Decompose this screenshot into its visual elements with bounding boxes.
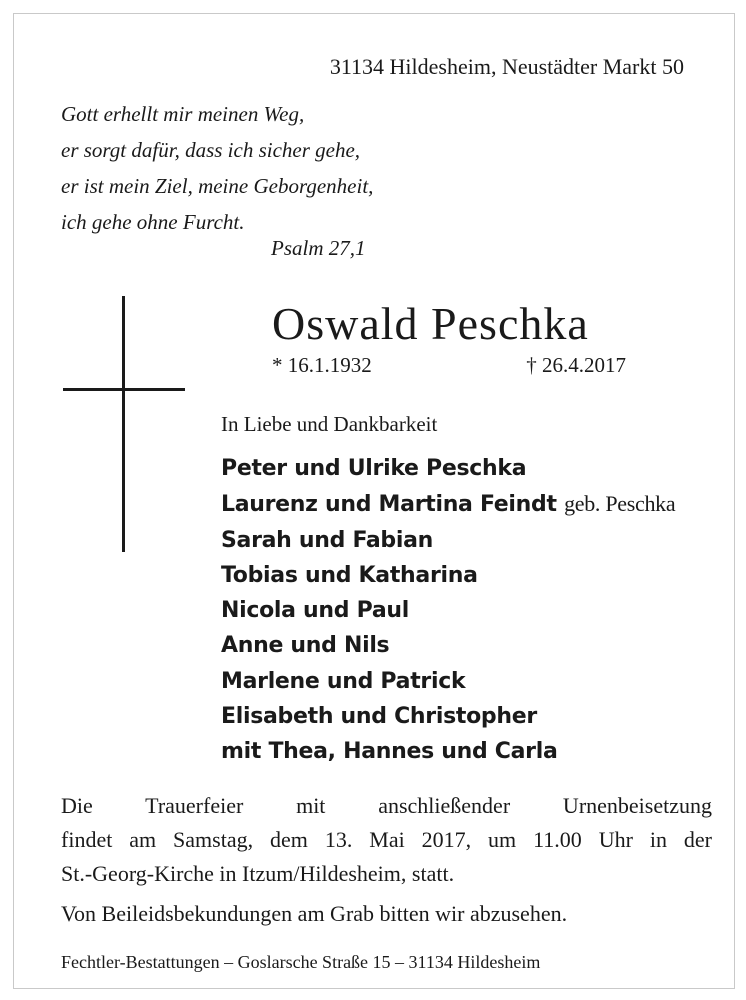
mourner-entry: Peter und Ulrike Peschka xyxy=(221,456,527,481)
mourner-entry: Marlene und Patrick xyxy=(221,668,466,694)
cross-icon-horizontal-bar xyxy=(63,388,185,391)
mourner-entry: mit Thea, Hannes und Carla xyxy=(221,739,558,765)
verse-line: ich gehe ohne Furcht. xyxy=(61,210,245,234)
ceremony-line: Die Trauerfeier mit anschließender Urnenbeisetzung xyxy=(61,793,712,818)
mourner-entry: Nicola und Paul xyxy=(221,598,409,624)
ceremony-line: findet am Samstag, dem 13. Mai 2017, um 11.00 Uhr in der xyxy=(61,827,712,852)
mourner-name: Laurenz und Martina Feindt xyxy=(221,492,557,518)
mourner-entry xyxy=(221,486,675,522)
mourners-list xyxy=(221,451,675,770)
mourner-entry: Tobias und Katharina xyxy=(221,562,478,588)
condolence-note: Von Beileidsbekundungen am Grab bitten wir abzusehen. xyxy=(61,901,568,926)
cross-icon-vertical-bar xyxy=(122,296,125,552)
mourner-entry: Elisabeth und Christopher xyxy=(221,704,537,730)
verse-line: er ist mein Ziel, meine Geborgenheit, xyxy=(61,174,374,198)
verse xyxy=(61,96,373,240)
obituary-frame xyxy=(13,13,735,989)
deceased-name: Oswald Peschka xyxy=(272,298,589,349)
mourner-entry: Sarah und Fabian xyxy=(221,527,434,553)
birth-date: * 16.1.1932 xyxy=(272,353,372,377)
ceremony-notice xyxy=(61,789,712,891)
verse-line: er sorgt dafür, dass ich sicher gehe, xyxy=(61,138,361,162)
mourner-name-suffix: geb. Peschka xyxy=(564,491,676,517)
verse-line: Gott erhellt mir meinen Weg, xyxy=(61,102,305,126)
undertaker-footer: Fechtler-Bestattungen – Goslarsche Straße 15 – 31134 Hildesheim xyxy=(61,952,541,972)
verse-source: Psalm 27,1 xyxy=(271,236,366,260)
ceremony-line: St.-Georg-Kirche in Itzum/Hildesheim, statt. xyxy=(61,861,455,886)
death-date: † 26.4.2017 xyxy=(526,353,626,377)
mourner-entry: Anne und Nils xyxy=(221,633,390,659)
address: 31134 Hildesheim, Neustädter Markt 50 xyxy=(329,54,684,79)
mourners-intro: In Liebe und Dankbarkeit xyxy=(221,412,438,436)
